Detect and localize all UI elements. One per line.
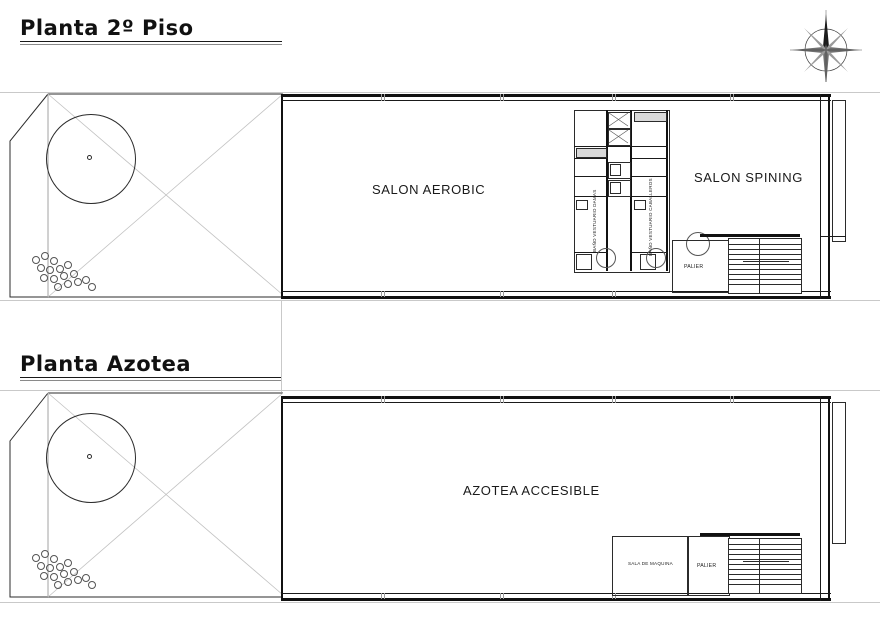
alignment-line [281, 300, 282, 392]
title-underline-2 [20, 377, 282, 378]
core-band-3 [574, 176, 608, 177]
stair-landing-edge [700, 234, 800, 237]
exterior-wall-left [281, 94, 283, 299]
room-label-salon-spining: SALON SPINING [694, 170, 803, 185]
vegetation-symbol [30, 252, 94, 292]
column-mark [381, 291, 382, 297]
wall-inner-top [281, 100, 831, 101]
right-strip-end [820, 236, 846, 237]
core-band-4 [574, 196, 608, 197]
roof-right-inner-line [820, 396, 821, 601]
roof-right-strip [832, 402, 846, 544]
fixture-toilet [610, 164, 621, 176]
column-mark [500, 593, 501, 599]
column-mark [612, 291, 613, 297]
column-mark [503, 94, 504, 101]
column-mark [503, 593, 504, 599]
column-mark [503, 396, 504, 403]
roof-wall-top [281, 396, 831, 399]
column-mark [612, 94, 613, 101]
column-mark [730, 94, 731, 101]
core-band-1 [574, 146, 668, 147]
right-facade-strip [832, 100, 846, 242]
room-label-salon-aerobic: SALON AEROBIC [372, 182, 486, 197]
core-band-5 [632, 158, 668, 159]
stall-hatch [608, 112, 630, 145]
room-label-bano-caballeros: BAÑO VESTUARIO CABALLEROS [648, 178, 653, 256]
core-wall-3 [666, 110, 668, 271]
staircase [728, 238, 802, 294]
roof-wall-left [281, 396, 283, 601]
core-band-2 [574, 158, 608, 159]
vegetation-symbol-roof [30, 550, 94, 590]
column-mark [384, 593, 385, 599]
room-label-palier: PALIER [684, 264, 704, 270]
column-mark [384, 291, 385, 297]
roof-wall-right [828, 396, 830, 601]
column-mark [730, 396, 731, 403]
fixture-toilet [610, 182, 621, 194]
terrace-circle-center-roof [87, 454, 92, 459]
plan-title-roof: Planta Azotea [20, 352, 192, 376]
room-label-azotea-accesible: AZOTEA ACCESIBLE [463, 483, 600, 498]
column-mark [500, 291, 501, 297]
room-label-sala-de-maquina: SALA DE MAQUINA [628, 561, 673, 566]
title-underline-2b [20, 380, 282, 381]
stair-landing-edge-roof [700, 533, 800, 536]
column-mark [384, 94, 385, 101]
fixture-counter-right [634, 112, 667, 122]
title-underline-1b [20, 44, 282, 45]
exterior-wall-right [828, 94, 830, 299]
staircase-roof [728, 538, 802, 594]
column-mark [615, 291, 616, 297]
title-underline-1 [20, 41, 282, 42]
column-mark [615, 94, 616, 101]
column-mark [503, 291, 504, 297]
column-mark [733, 396, 734, 403]
plan-title-second-floor: Planta 2º Piso [20, 16, 194, 40]
column-mark [612, 396, 613, 403]
roof-inner-top [281, 402, 831, 403]
column-mark [381, 94, 382, 101]
fixture-shower [576, 254, 592, 270]
terrace-circle-center [87, 155, 92, 160]
roof-wall-bottom [281, 598, 831, 601]
fixture-counter-left [576, 148, 607, 158]
core-band-6 [632, 176, 668, 177]
room-label-palier-roof: PALIER [697, 563, 717, 569]
column-mark [381, 396, 382, 403]
fixture-basin [576, 200, 588, 210]
column-mark [500, 94, 501, 101]
column-mark [500, 396, 501, 403]
column-mark [733, 94, 734, 101]
column-mark [384, 396, 385, 403]
north-arrow-icon [790, 10, 862, 87]
exterior-wall-bottom [281, 296, 831, 299]
machine-room [612, 536, 688, 596]
column-mark [615, 396, 616, 403]
right-inner-line [820, 94, 821, 299]
door-swing [596, 248, 616, 268]
room-label-bano-damas: BAÑO VESTUARIO DAMAS [592, 189, 597, 252]
exterior-wall-top [281, 94, 831, 97]
column-mark [381, 593, 382, 599]
fixture-basin [634, 200, 646, 210]
